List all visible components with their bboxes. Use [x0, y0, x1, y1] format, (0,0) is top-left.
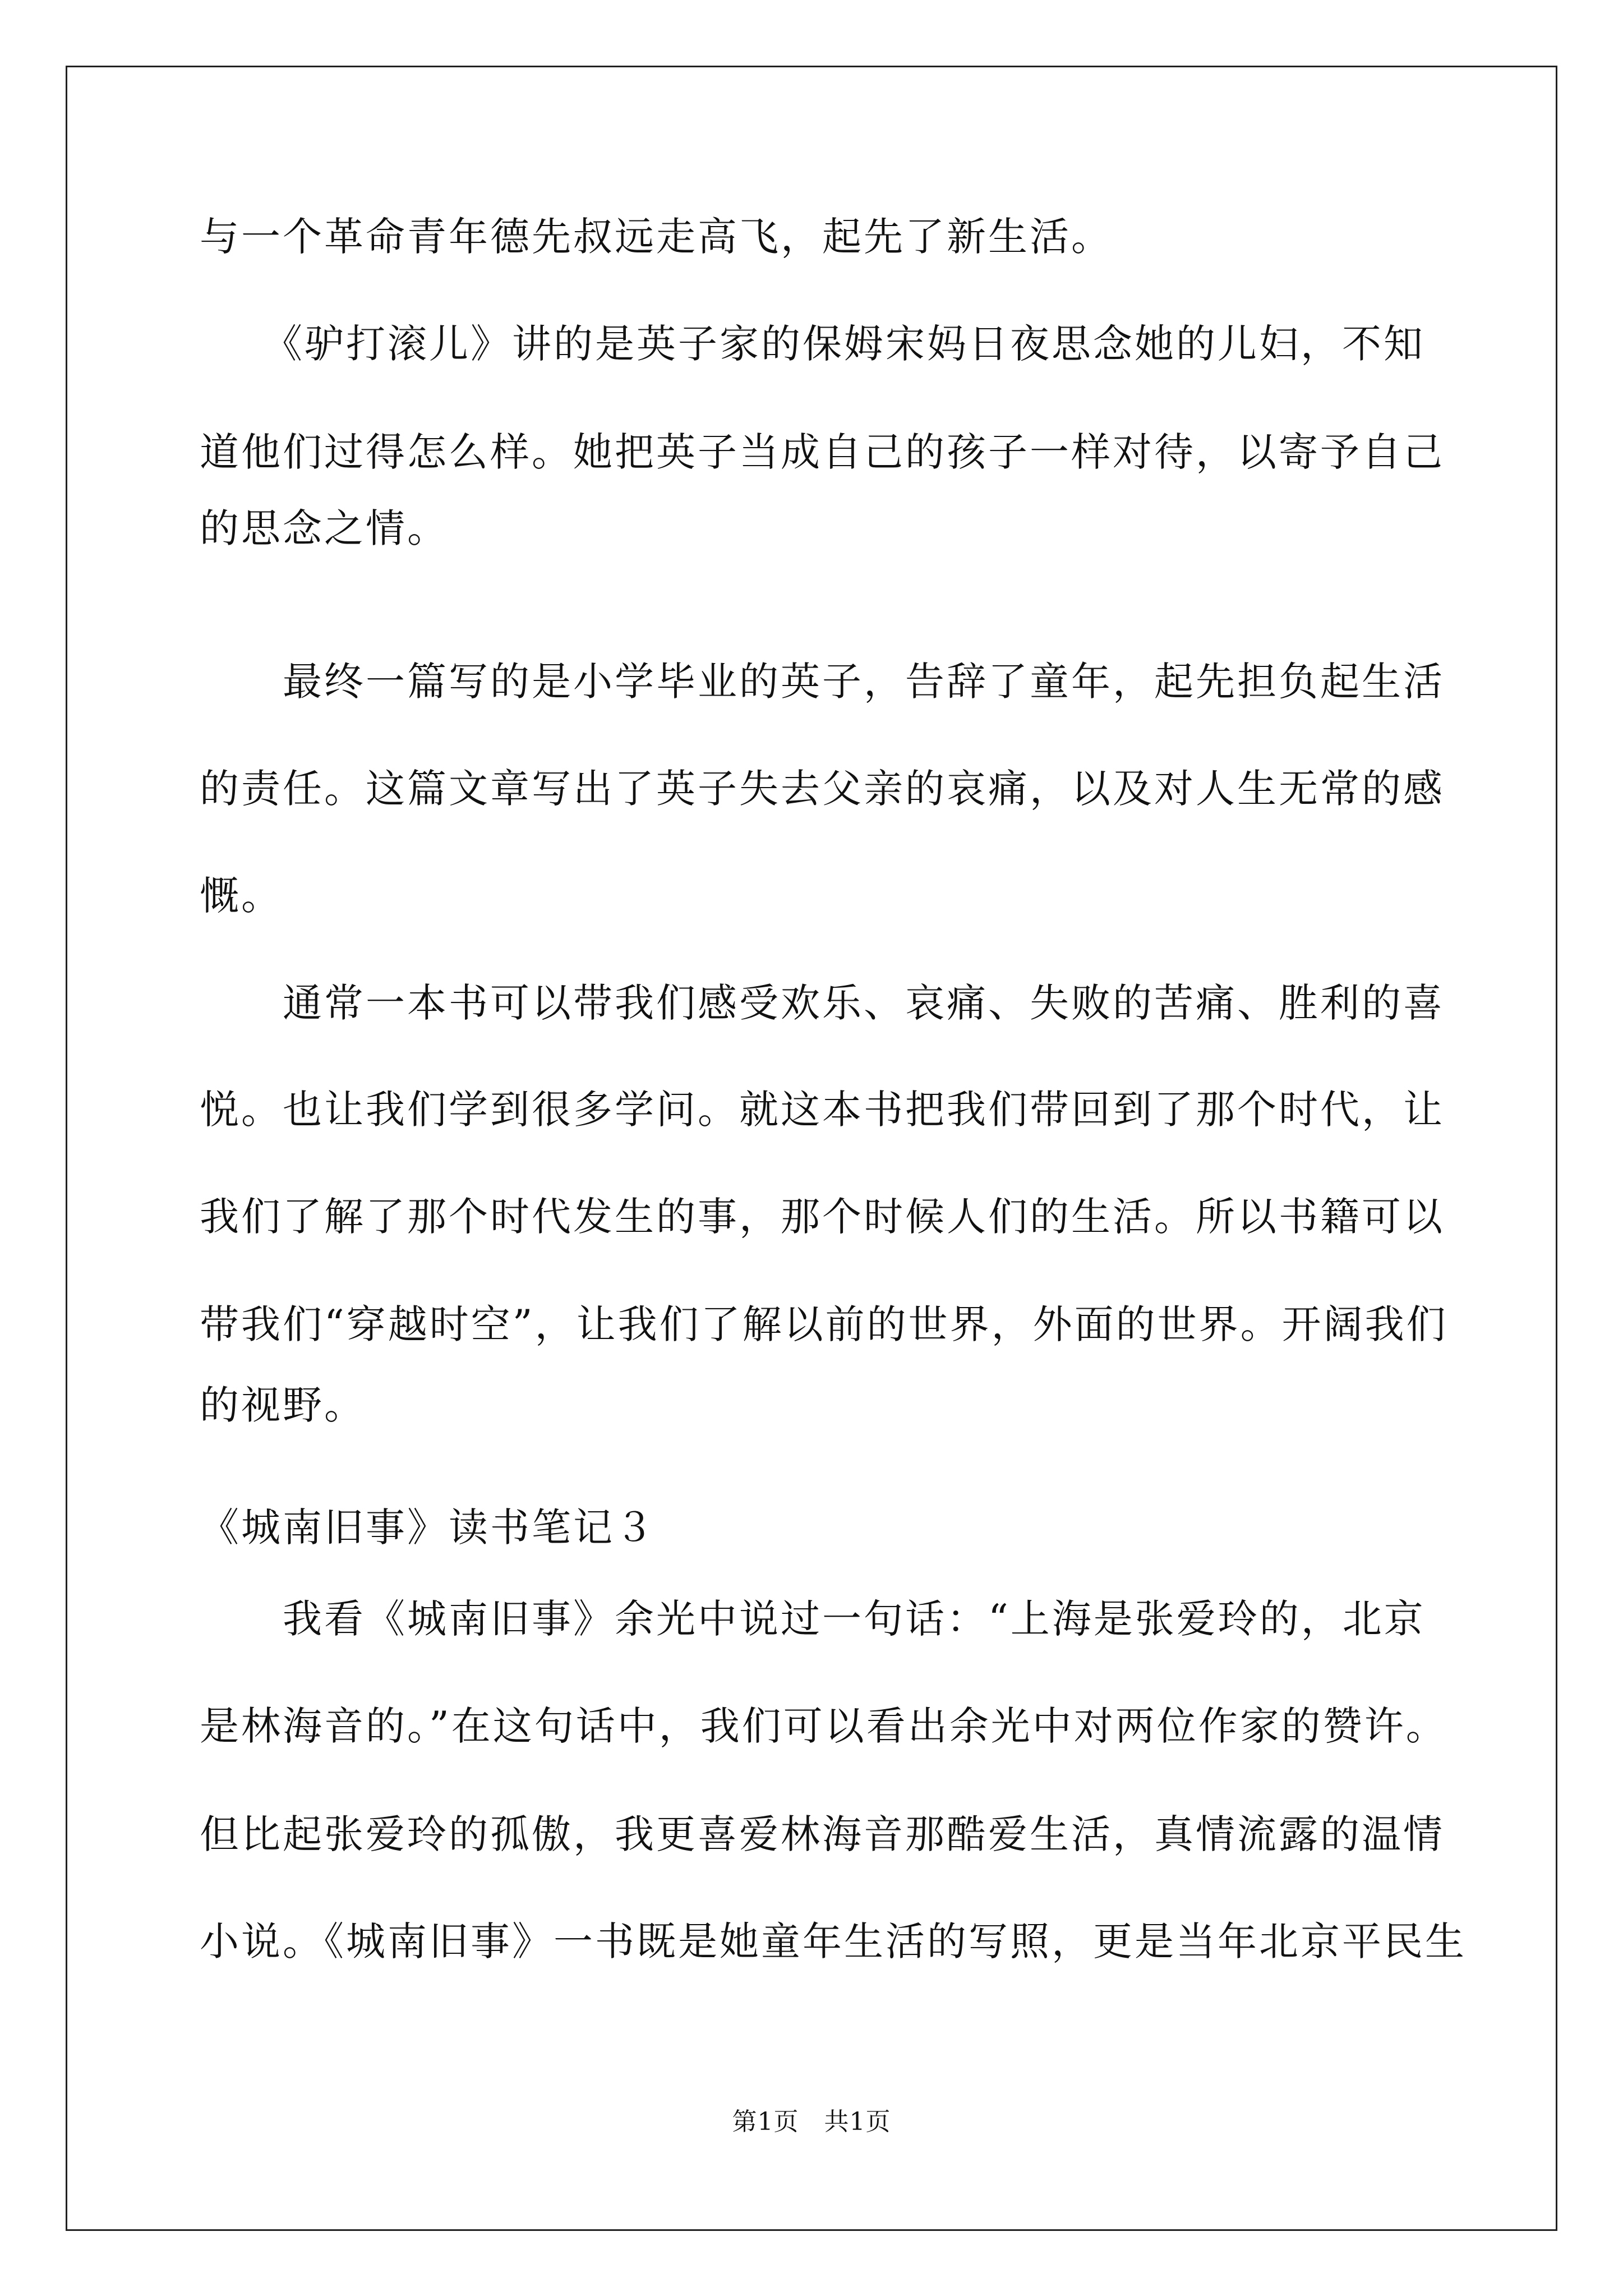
text-line: 最终一篇写的是小学毕业的英子，告辞了童年，起先担负起生活: [200, 659, 1445, 705]
text-line: 悦。也让我们学到很多学问。就这本书把我们带回到了那个时代，让: [200, 1087, 1445, 1133]
text-line: 的责任。这篇文章写出了英子失去父亲的哀痛，以及对人生无常的感: [200, 766, 1445, 812]
text-line: 小说。《城南旧事》一书既是她童年生活的写照，更是当年北京平民生: [200, 1918, 1467, 1964]
text-line: 《驴打滚儿》讲的是英子家的保姆宋妈日夜思念她的儿妇，不知: [200, 321, 1425, 367]
text-line: 我们了解了那个时代发生的事，那个时候人们的生活。所以书籍可以: [200, 1194, 1445, 1240]
text-line: 的思念之情。: [200, 505, 449, 551]
text-line: 我看《城南旧事》余光中说过一句话：“上海是张爱玲的，北京: [200, 1596, 1426, 1642]
page-border: [66, 66, 1557, 2231]
section-heading: 《城南旧事》读书笔记３: [200, 1504, 656, 1550]
text-line: 通常一本书可以带我们感受欢乐、哀痛、失败的苦痛、胜利的喜: [200, 980, 1445, 1026]
text-line: 的视野。: [200, 1382, 366, 1428]
text-line: 慨。: [200, 873, 283, 919]
text-line: 与一个革命青年德先叔远走高飞，起先了新生活。: [200, 214, 1113, 260]
page-footer: 第1页 共1页: [732, 2108, 891, 2136]
text-line: 道他们过得怎么样。她把英子当成自己的孩子一样对待，以寄予自己: [200, 429, 1445, 475]
text-line: 是林海音的。”在这句话中，我们可以看出余光中对两位作家的赞许。: [200, 1703, 1447, 1749]
text-line: 但比起张爱玲的孤傲，我更喜爱林海音那酷爱生活，真情流露的温情: [200, 1811, 1445, 1857]
text-line: 带我们“穿越时空”，让我们了解以前的世界，外面的世界。开阔我们: [200, 1301, 1448, 1347]
